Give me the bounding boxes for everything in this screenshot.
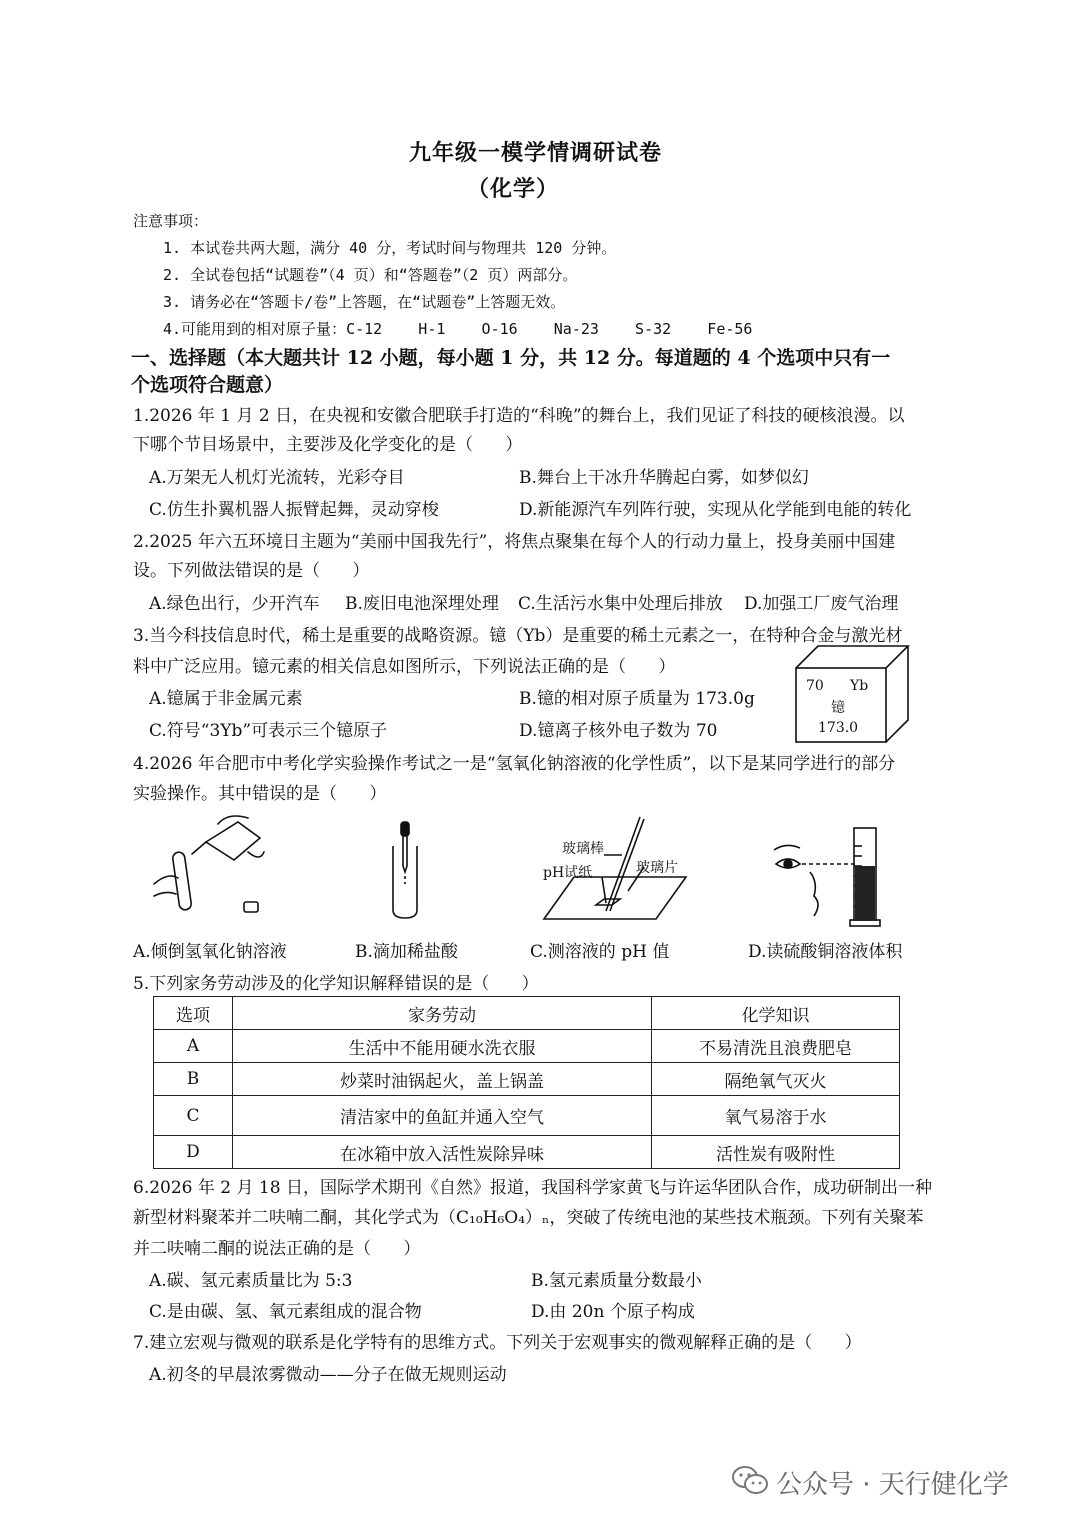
q2-option-c: C.生活污水集中处理后排放: [518, 594, 723, 614]
section-heading-line2: 个选项符合题意）: [131, 374, 284, 396]
element-name: 镱: [831, 700, 845, 716]
q3-option-a: A.镱属于非金属元素: [149, 689, 303, 709]
notice-heading: 注意事项：: [133, 212, 209, 230]
ph-figure-label-plate: 玻璃片: [636, 860, 678, 876]
notice-item-2: 2. 全试卷包括“试题卷”（4 页）和“答题卷”（2 页）两部分。: [163, 266, 578, 284]
element-atomic-number: 70: [806, 678, 824, 694]
table-row: [154, 1030, 900, 1063]
section-heading-line1: 一、选择题（本大题共计 12 小题，每小题 1 分，共 12 分。每道题的 4 个选项中只有一: [131, 347, 891, 369]
table-header-option: 选项: [154, 997, 233, 1030]
table-row: [154, 1096, 900, 1136]
table-cell: 不易清洗且浪费肥皂: [652, 1030, 900, 1063]
q1-option-d: D.新能源汽车列阵行驶，实现从化学能到电能的转化: [519, 500, 912, 520]
table-row: [154, 1063, 900, 1096]
element-atomic-mass: 173.0: [818, 720, 859, 736]
q4-option-a: A.倾倒氢氧化钠溶液: [133, 942, 287, 962]
q2-stem-line1: 2.2025 年六五环境日主题为“美丽中国我先行”，将焦点聚集在每个人的行动力量上，投身美丽中国建: [133, 532, 896, 552]
table-cell: 生活中不能用硬水洗衣服: [233, 1030, 652, 1063]
dropping-acid-figure: [385, 820, 425, 920]
table-cell: 清洁家中的鱼缸并通入空气: [233, 1096, 652, 1136]
notice-item-1: 1. 本试卷共两大题，满分 40 分，考试时间与物理共 120 分钟。: [163, 239, 617, 257]
q3-option-d: D.镱离子核外电子数为 70: [519, 721, 718, 741]
page-title: 九年级一模学情调研试卷: [409, 140, 663, 166]
q1-option-c: C.仿生扑翼机器人振臂起舞，灵动穿梭: [149, 500, 439, 520]
q3-option-b: B.镱的相对原子质量为 173.0g: [519, 689, 755, 709]
q3-option-c: C.符号“3Yb”可表示三个镱原子: [149, 721, 388, 741]
q5-stem: 5.下列家务劳动涉及的化学知识解释错误的是（ ）: [133, 974, 539, 994]
q4-option-b: B.滴加稀盐酸: [355, 942, 458, 962]
q2-option-a: A.绿色出行，少开汽车: [149, 594, 320, 614]
table-cell: 活性炭有吸附性: [652, 1136, 900, 1169]
table-header-knowledge: 化学知识: [652, 997, 900, 1030]
table-cell: 在冰箱中放入活性炭除异味: [233, 1136, 652, 1169]
q6-stem-line1: 6.2026 年 2 月 18 日，国际学术期刊《自然》报道，我国科学家黄飞与许运华团队合作，成功研制出一种: [133, 1178, 932, 1198]
q6-option-a: A.碳、氢元素质量比为 5:3: [149, 1271, 353, 1291]
q1-stem-line1: 1.2026 年 1 月 2 日，在央视和安徽合肥联手打造的“科晚”的舞台上，我们见证了科技的硬核浪漫。以: [133, 406, 905, 426]
table-cell: 隔绝氧气灭火: [652, 1063, 900, 1096]
table-header-chore: 家务劳动: [233, 997, 652, 1030]
q6-stem-line3: 并二呋喃二酮的说法正确的是（ ）: [133, 1239, 421, 1259]
q1-option-b: B.舞台上干冰升华腾起白雾，如梦似幻: [519, 468, 809, 488]
table-row: [154, 1136, 900, 1169]
table-cell: C: [154, 1096, 233, 1136]
q5-table: [153, 996, 900, 1169]
q4-stem-line1: 4.2026 年合肥市中考化学实验操作考试之一是“氢氧化钠溶液的化学性质”，以下是某同学进行的部分: [133, 754, 896, 774]
notice-item-4: 4.可能用到的相对原子量：C-12 H-1 O-16 Na-23 S-32 Fe-56: [163, 320, 753, 338]
q2-option-d: D.加强工厂废气治理: [744, 594, 899, 614]
table-cell: D: [154, 1136, 233, 1169]
q4-option-c: C.测溶液的 pH 值: [530, 942, 670, 962]
wechat-icon: [730, 1464, 770, 1496]
q2-stem-line2: 设。下列做法错误的是（ ）: [133, 561, 370, 581]
pouring-solution-figure: [148, 812, 268, 922]
table-cell: 氧气易溶于水: [652, 1096, 900, 1136]
reading-cylinder-figure: [770, 820, 890, 930]
ph-figure-label-paper: pH试纸: [543, 865, 593, 881]
q6-option-c: C.是由碳、氢、氧元素组成的混合物: [149, 1302, 422, 1322]
q3-stem-line1: 3.当今科技信息时代，稀土是重要的战略资源。镱（Yb）是重要的稀土元素之一，在特种合金与激光材: [133, 626, 903, 646]
element-symbol: Yb: [850, 678, 869, 694]
table-cell: A: [154, 1030, 233, 1063]
q1-option-a: A.万架无人机灯光流转，光彩夺目: [149, 468, 405, 488]
table-header-row: [154, 997, 900, 1030]
watermark-text: 公众号 · 天行健化学: [776, 1470, 1009, 1500]
table-cell: 炒菜时油锅起火，盖上锅盖: [233, 1063, 652, 1096]
notice-item-3: 3. 请务必在“答题卡/卷”上答题，在“试题卷”上答题无效。: [163, 293, 566, 311]
table-cell: B: [154, 1063, 233, 1096]
q4-option-d: D.读硫酸铜溶液体积: [748, 942, 903, 962]
q6-option-d: D.由 20n 个原子构成: [531, 1302, 695, 1322]
page-subtitle: （化学）: [467, 176, 560, 202]
q2-option-b: B.废旧电池深埋处理: [345, 594, 499, 614]
q4-stem-line2: 实验操作。其中错误的是（ ）: [133, 784, 387, 804]
q7-stem: 7.建立宏观与微观的联系是化学特有的思维方式。下列关于宏观事实的微观解释正确的是（ ）: [133, 1333, 862, 1353]
q1-stem-line2: 下哪个节目场景中，主要涉及化学变化的是（ ）: [133, 435, 523, 455]
q6-option-b: B.氢元素质量分数最小: [531, 1271, 702, 1291]
ph-figure-label-rod: 玻璃棒: [562, 841, 604, 857]
q7-option-a: A.初冬的早晨浓雾微动——分子在做无规则运动: [149, 1365, 507, 1385]
q3-stem-line2: 料中广泛应用。镱元素的相关信息如图所示，下列说法正确的是（ ）: [133, 657, 676, 677]
q6-stem-line2: 新型材料聚苯并二呋喃二酮，其化学式为（C₁₀H₆O₄）ₙ，突破了传统电池的某些技术瓶颈。下列有关聚苯: [133, 1208, 924, 1228]
